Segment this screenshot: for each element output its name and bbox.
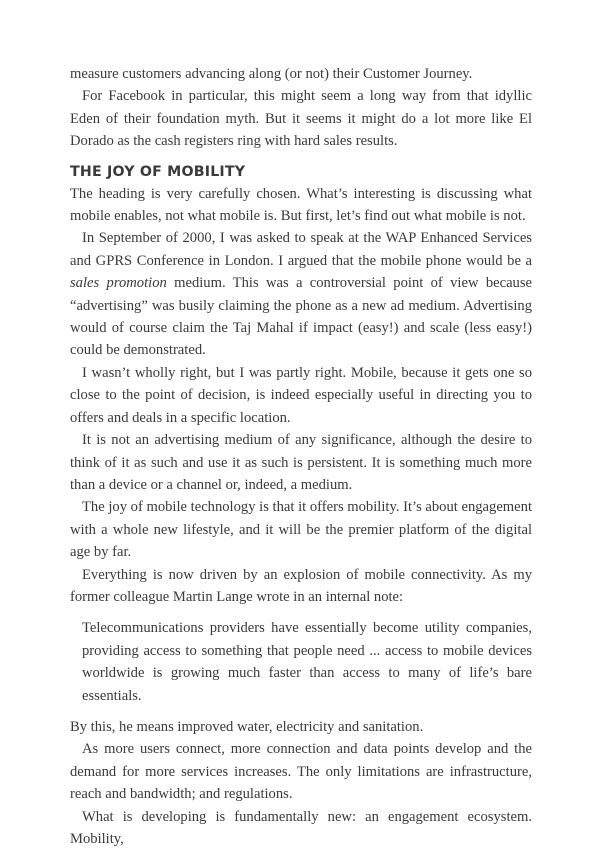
paragraph: As more users connect, more connection and data points develop and the demand for more services increases. The only limitations are infrastructure, reach and bandwidth; and regulations. bbox=[70, 741, 532, 803]
paragraph: The heading is very carefully chosen. What’s interesting is discussing what mobile enables, not what mobile is. But first, let’s find out what mobile is not. bbox=[70, 185, 532, 225]
paragraph bbox=[70, 227, 532, 361]
paragraph: The joy of mobile technology is that it offers mobility. It’s about engagement with a whole new lifestyle, and it will be the premier platform of the digital age by far. bbox=[70, 499, 532, 561]
paragraph-text: In September of 2000, I was asked to speak at the WAP Enhanced Services and GPRS Conference in London. I argued that the mobile phone would be a bbox=[70, 230, 532, 269]
paragraph: Everything is now driven by an explosion of mobile connectivity. As my former colleague Martin Lange wrote in an internal note: bbox=[70, 566, 532, 605]
paragraph: By this, he means improved water, electricity and sanitation. bbox=[70, 718, 424, 735]
paragraph: It is not an advertising medium of any significance, although the desire to think of it as such and use it as such is persistent. It is something much more than a device or a channel or, indeed, a medium. bbox=[70, 432, 532, 493]
paragraph: For Facebook in particular, this might seem a long way from that idyllic Eden of their foundation myth. But it seems it might do a lot more like El Dorado as the cash registers ring with hard sales results. bbox=[70, 88, 532, 150]
emphasis-text: sales promotion bbox=[70, 275, 167, 292]
document-page bbox=[70, 63, 532, 850]
section-heading: THE JOY OF MOBILITY bbox=[70, 163, 246, 180]
paragraph-text: medium. This was a controversial point of view because “advertising” was busily claiming the phone as a new ad medium. Advertising would of course claim the Taj Mahal if impact (easy!) and scale (less easy!) could be demonstrated. bbox=[70, 275, 532, 359]
paragraph: I wasn’t wholly right, but I was partly right. Mobile, because it gets one so close to the point of decision, is indeed especially useful in directing you to offers and deals in a specific location. bbox=[70, 364, 532, 426]
paragraph: What is developing is fundamentally new: an engagement ecosystem. Mobility, bbox=[70, 808, 532, 847]
paragraph: measure customers advancing along (or not) their Customer Journey. bbox=[70, 66, 473, 82]
block-quote: Telecommunications providers have essentially become utility companies, providing access to something that people need ... access to mobile devices worldwide is growing much faster than access to many of life’s bare essentials. bbox=[82, 620, 532, 704]
